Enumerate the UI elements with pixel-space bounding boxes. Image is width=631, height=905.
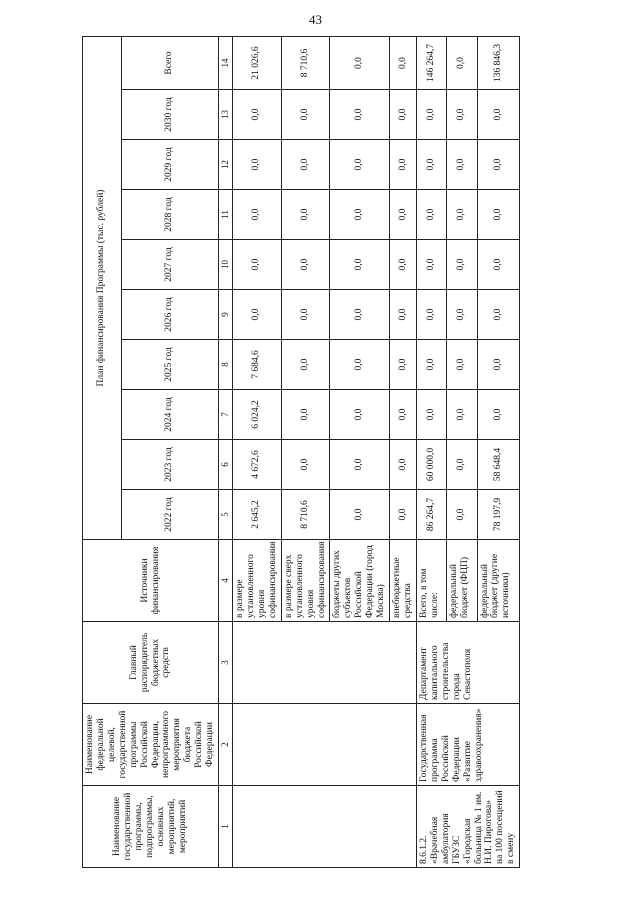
column-number: 14: [219, 36, 233, 89]
funding-source-cell: в размере сверх установленного уровня софинансирования: [281, 540, 330, 622]
value-cell: 0,0: [390, 140, 417, 190]
value-cell: 0,0: [281, 240, 330, 290]
funding-source-cell: внебюджетные средства: [390, 540, 417, 622]
value-cell: 7 684,6: [233, 340, 282, 390]
column-number-row: [219, 36, 233, 867]
value-cell: 0,0: [447, 290, 477, 340]
value-cell: 0,0: [390, 240, 417, 290]
funding-source-cell: федеральный бюджет (ФЦП): [447, 540, 477, 622]
value-cell: 0,0: [416, 90, 446, 140]
value-cell: 0,0: [281, 390, 330, 440]
value-cell: 0,0: [447, 90, 477, 140]
header-year: 2029 год: [121, 140, 218, 190]
continuation-cell-measure: [233, 786, 417, 868]
header-year: 2027 год: [121, 240, 218, 290]
value-cell: 0,0: [330, 36, 390, 89]
column-number: 10: [219, 240, 233, 290]
value-cell: 0,0: [330, 490, 390, 540]
value-cell: 0,0: [477, 290, 520, 340]
value-cell: 0,0: [330, 290, 390, 340]
value-cell: 0,0: [330, 190, 390, 240]
column-number: 12: [219, 140, 233, 190]
table-body: [233, 36, 520, 867]
value-cell: 0,0: [477, 190, 520, 240]
header-program-names: Наименование государственной программы, подпрограммы, основных мероприятий, мероприятий: [83, 786, 219, 868]
measure-name-cell: 8.6.1.2. «Врачебная амбулатория ГБУЗС «Городская больница № 1 им. Н.И. Пирогова» на 100 посещений в смену: [416, 786, 519, 868]
value-cell: 0,0: [390, 390, 417, 440]
value-cell: 0,0: [390, 90, 417, 140]
value-cell: 0,0: [330, 340, 390, 390]
column-number: 2: [219, 704, 233, 786]
value-cell: 0,0: [281, 140, 330, 190]
value-cell: 78 197,9: [477, 490, 520, 540]
value-cell: 0,0: [416, 340, 446, 390]
page-number: 43: [309, 12, 322, 27]
column-number: 11: [219, 190, 233, 240]
value-cell: 0,0: [233, 140, 282, 190]
value-cell: 6 024,2: [233, 390, 282, 440]
column-number: 6: [219, 440, 233, 490]
value-cell: 0,0: [233, 240, 282, 290]
value-cell: 0,0: [477, 240, 520, 290]
value-cell: 146 264,7: [416, 36, 446, 89]
header-budget-distributor: Главный распорядитель бюджетных средств: [83, 622, 219, 704]
value-cell: 0,0: [281, 290, 330, 340]
funding-source-cell: в размере установленного уровня софинансирования: [233, 540, 282, 622]
value-cell: 0,0: [233, 90, 282, 140]
federal-program-cell: Государственная программа Российской Федерации «Развитие здравоохранения»: [416, 704, 519, 786]
budget-distributor-cell: Департамент капитального строительства города Севастополя: [416, 622, 519, 704]
value-cell: 0,0: [390, 290, 417, 340]
value-cell: 2 645,2: [233, 490, 282, 540]
header-year: 2022 год: [121, 490, 218, 540]
value-cell: 0,0: [281, 440, 330, 490]
value-cell: 0,0: [477, 340, 520, 390]
header-financing-plan: План финансирования Программы (тыс. рублей): [83, 36, 122, 539]
header-year: 2030 год: [121, 90, 218, 140]
value-cell: 4 672,6: [233, 440, 282, 490]
table-row: [233, 36, 282, 867]
value-cell: 60 000,0: [416, 440, 446, 490]
value-cell: 0,0: [447, 390, 477, 440]
value-cell: 0,0: [447, 340, 477, 390]
header-year: 2026 год: [121, 290, 218, 340]
value-cell: 8 710,6: [281, 490, 330, 540]
value-cell: 0,0: [416, 140, 446, 190]
financing-plan-table: [82, 36, 520, 868]
column-number: 13: [219, 90, 233, 140]
value-cell: 136 846,3: [477, 36, 520, 89]
value-cell: 0,0: [330, 90, 390, 140]
value-cell: 21 026,6: [233, 36, 282, 89]
value-cell: 0,0: [330, 140, 390, 190]
value-cell: 0,0: [281, 190, 330, 240]
value-cell: 0,0: [447, 36, 477, 89]
value-cell: 0,0: [416, 240, 446, 290]
value-cell: 0,0: [477, 390, 520, 440]
value-cell: 0,0: [281, 90, 330, 140]
value-cell: 58 648,4: [477, 440, 520, 490]
column-number: 1: [219, 786, 233, 868]
value-cell: 0,0: [416, 390, 446, 440]
continuation-cell-program: [233, 704, 417, 786]
column-number: 8: [219, 340, 233, 390]
value-cell: 0,0: [390, 36, 417, 89]
funding-source-cell: федеральный бюджет (другие источники): [477, 540, 520, 622]
header-year: 2028 год: [121, 190, 218, 240]
value-cell: 0,0: [330, 440, 390, 490]
column-number: 3: [219, 622, 233, 704]
value-cell: 0,0: [447, 190, 477, 240]
column-number: 5: [219, 490, 233, 540]
value-cell: 0,0: [390, 490, 417, 540]
header-year: Всего: [121, 36, 218, 89]
value-cell: 0,0: [447, 490, 477, 540]
header-funding-sources: Источники финансирования: [83, 540, 219, 622]
value-cell: 0,0: [330, 240, 390, 290]
value-cell: 0,0: [447, 140, 477, 190]
value-cell: 86 264,7: [416, 490, 446, 540]
header-year: 2024 год: [121, 390, 218, 440]
value-cell: 0,0: [390, 440, 417, 490]
continuation-cell-distributor: [233, 622, 417, 704]
funding-source-cell: бюджеты других субъектов Российской Федерации (город Москва): [330, 540, 390, 622]
funding-source-cell: Всего, в том числе:: [416, 540, 446, 622]
value-cell: 0,0: [390, 190, 417, 240]
value-cell: 0,0: [447, 440, 477, 490]
column-number: 4: [219, 540, 233, 622]
financing-table-rotated: [82, 37, 620, 868]
header-year: 2023 год: [121, 440, 218, 490]
value-cell: 0,0: [447, 240, 477, 290]
value-cell: 0,0: [233, 290, 282, 340]
value-cell: 0,0: [390, 340, 417, 390]
value-cell: 0,0: [416, 190, 446, 240]
header-federal-program: Наименование федеральной целевой, государственной программы Российской Федерации, непрограммного мероприятия бюджета Российской Федерации: [83, 704, 219, 786]
value-cell: 0,0: [281, 340, 330, 390]
column-number: 7: [219, 390, 233, 440]
header-year: 2025 год: [121, 340, 218, 390]
value-cell: 0,0: [330, 390, 390, 440]
value-cell: 0,0: [233, 190, 282, 240]
table-row: [416, 36, 446, 867]
value-cell: 8 710,6: [281, 36, 330, 89]
value-cell: 0,0: [477, 90, 520, 140]
column-number: 9: [219, 290, 233, 340]
value-cell: 0,0: [416, 290, 446, 340]
value-cell: 0,0: [477, 140, 520, 190]
